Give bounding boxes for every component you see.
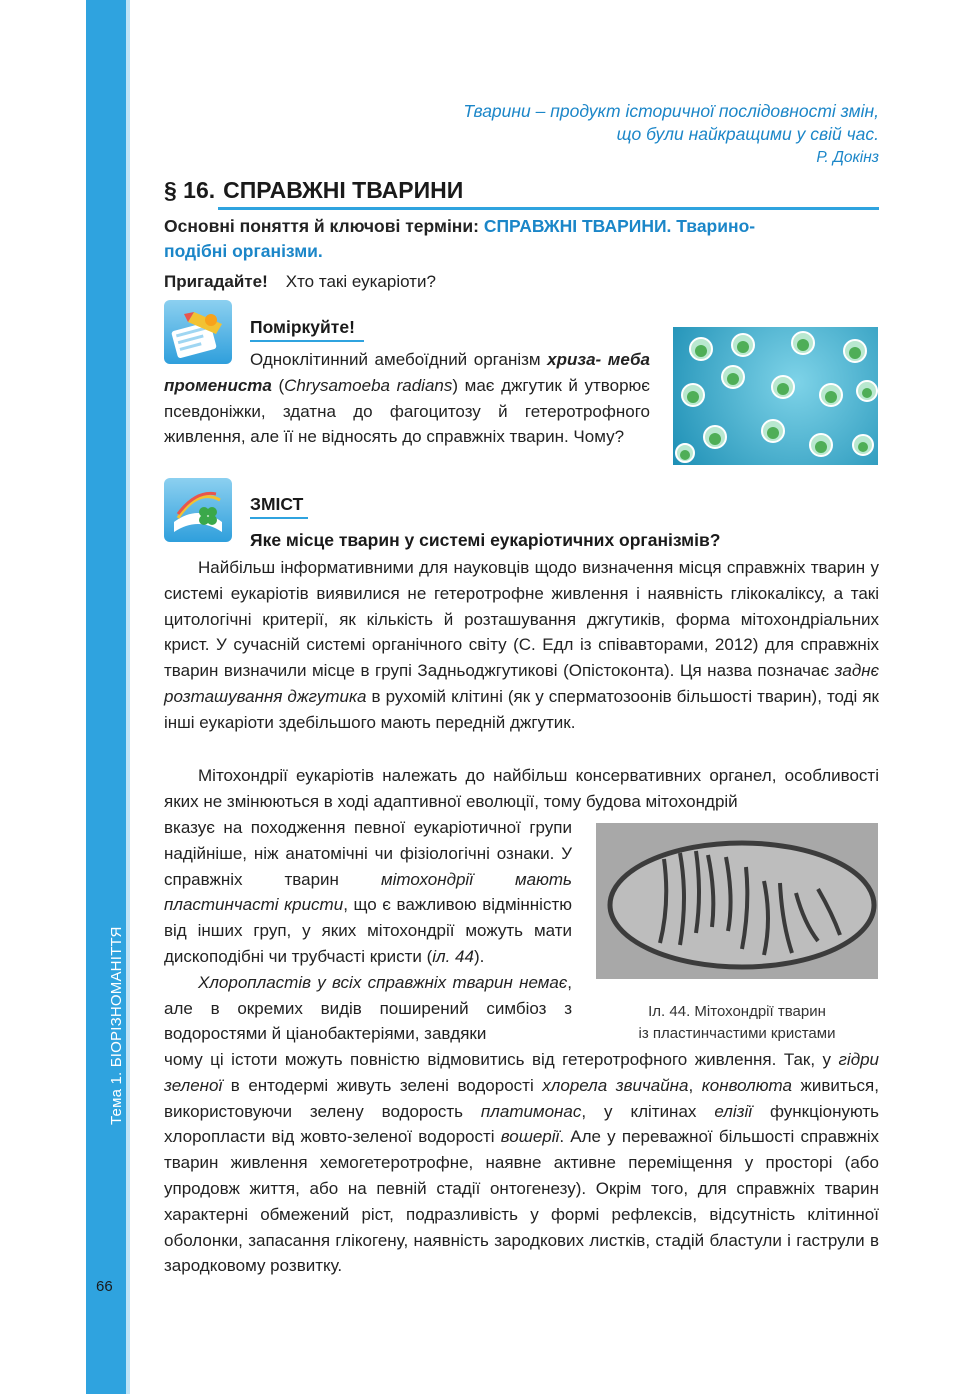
para-emphasis: заднє розташування джгутика: [164, 661, 879, 706]
section-number: § 16.: [164, 177, 216, 203]
section-title: [164, 177, 879, 209]
figure-caption: [596, 1001, 878, 1045]
para-text: чому ці істоти можуть повністю відмовитись від гетеротрофного живлення. Так, у: [164, 1050, 839, 1069]
caption-line: із пластинчастими кристами: [638, 1025, 836, 1042]
side-bar: [86, 0, 126, 1394]
side-bar-edge: [126, 0, 130, 1394]
species-name: хлорела звичайна: [542, 1075, 689, 1095]
think-text: [164, 347, 650, 450]
para-text: Найбільш інформативними для науковців щодо визначення місця справжніх тварин у системі еукаріотів виявилися не гетеротрофне живлення і наявність глікокаліксу, а такі цитологічні критерії, як кількість й розташування джгутиків, форма мітохондріальних крист. У сучасній системі органічного світу (С. Едл із співавторами, 2012) для справжніх тварин визначили місце в групі Задньоджгутикові (Опістоконта). Ця назва позначає: [164, 558, 879, 681]
concepts-terms: СПРАВЖНІ ТВАРИНИ. Тварино-: [483, 216, 756, 236]
heading-underline: [250, 517, 308, 519]
species-name: вошерії: [500, 1127, 560, 1147]
heading-underline: [250, 340, 364, 342]
epigraph: [463, 100, 879, 169]
concepts-terms: подібні організми.: [164, 241, 323, 261]
para-text: функціонують хлоропласти від жовто-зеленої водорості: [164, 1101, 879, 1147]
paragraph-2-start: [164, 763, 879, 815]
chrysamoeba-photo: [673, 327, 878, 465]
think-text-part: Одноклітинний амебоїдний організм: [250, 350, 548, 369]
para-text: Мітохондрії еукаріотів належать до найбільш консервативних органел, особливості яких не змінюються в ході адаптивної еволюції, тому будова мітохондрій: [164, 766, 879, 811]
para-text: в ентодермі живуть зелені водорості: [222, 1075, 543, 1095]
content-heading: [250, 494, 303, 515]
paragraph-4: [164, 1047, 879, 1279]
think-heading-text: Поміркуйте!: [250, 317, 355, 337]
recall-question: Хто такі еукаріоти?: [285, 272, 436, 291]
species-name: гідри зеленої: [164, 1050, 879, 1095]
figure-reference: іл. 44: [432, 946, 474, 966]
para-text: . Але у переважної більшості справжніх тварин живлення хемогетеротрофне, наявне активне переміщення у просторі (або упродовж життя, або на певній стадії онтогенезу). Окрім того, для справжніх тварин характерні обмежений ріст, подразливість у формі рефлексів, відсутність клітинної оболонки, запасання глікогену, наявність зародкових листків, стадій бластули і гаструли в зародковому розвитку.: [164, 1127, 880, 1276]
think-heading: [250, 317, 355, 338]
title-underline: [218, 207, 879, 210]
para-text: ,: [688, 1075, 702, 1095]
para-text: ).: [473, 946, 485, 966]
para-text: вказує на походження певної еукаріотичної групи надійніше, ніж анатомічні чи фізіологічні ознаки. У справжніх тварин: [164, 818, 572, 889]
para-text: в рухомій клітині (як у сперматозоонів більшості тварин), тоді як інші еукаріоти здебільшого мають передній джгутик.: [164, 686, 879, 732]
para-emphasis: мітохондрії мають пластинчасті кристи: [164, 869, 572, 915]
topic-label: Тема 1. БІОРІЗНОМАНІТТЯ: [108, 926, 125, 1125]
concepts-label: Основні поняття й ключові терміни:: [164, 216, 479, 236]
think-text-part: (: [271, 375, 285, 395]
epigraph-author: Р. Докінз: [816, 149, 879, 166]
section-name: СПРАВЖНІ ТВАРИНИ: [223, 177, 464, 203]
term-chrysamoeba: меба промениста: [164, 350, 650, 395]
caption-line: Іл. 44. Мітохондрії тварин: [648, 1003, 826, 1020]
para-text: живиться, використовуючи зелену водорость: [164, 1075, 879, 1121]
recall-prompt: [164, 272, 436, 292]
para-emphasis: Хлоропластів у всіх справжніх тварин немає: [198, 972, 568, 992]
think-text-part: ) має джгутик й утворює псевдоніжки, здатна до фагоцитозу й гетеротрофного живлення, але її не відносять до справжніх тварин. Чому?: [164, 375, 650, 447]
para-text: , що є важливою відмінністю від інших груп, у яких мітохондрії можуть мати дископодібні чи трубчасті кристи (: [164, 895, 572, 966]
subsection-question: Яке місце тварин у системі еукаріотичних організмів?: [250, 530, 721, 550]
species-name: платимонас: [480, 1101, 582, 1121]
paragraph-1: [164, 555, 879, 736]
latin-name: Chrysamoeba radians: [284, 375, 453, 395]
para-text: , але в окремих видів поширений симбіоз з водоростями й ціанобактеріями, завдяки: [164, 972, 572, 1044]
page-number: 66: [96, 1278, 113, 1295]
paragraph-2-wrap: [164, 815, 572, 1047]
content-icon: [164, 478, 232, 542]
species-name: елізії: [714, 1101, 753, 1121]
key-concepts: [164, 214, 879, 264]
mitochondria-micrograph: [596, 823, 878, 979]
term-chrysamoeba: хриза-: [547, 350, 602, 369]
epigraph-line: що були найкращими у свій час.: [616, 124, 879, 144]
epigraph-line: Тварини – продукт історичної послідовності змін,: [463, 101, 879, 121]
para-text: , у клітинах: [581, 1101, 715, 1121]
recall-label: Пригадайте!: [164, 272, 268, 291]
content-heading-text: ЗМІСТ: [250, 494, 304, 514]
species-name: конволюта: [701, 1075, 792, 1095]
